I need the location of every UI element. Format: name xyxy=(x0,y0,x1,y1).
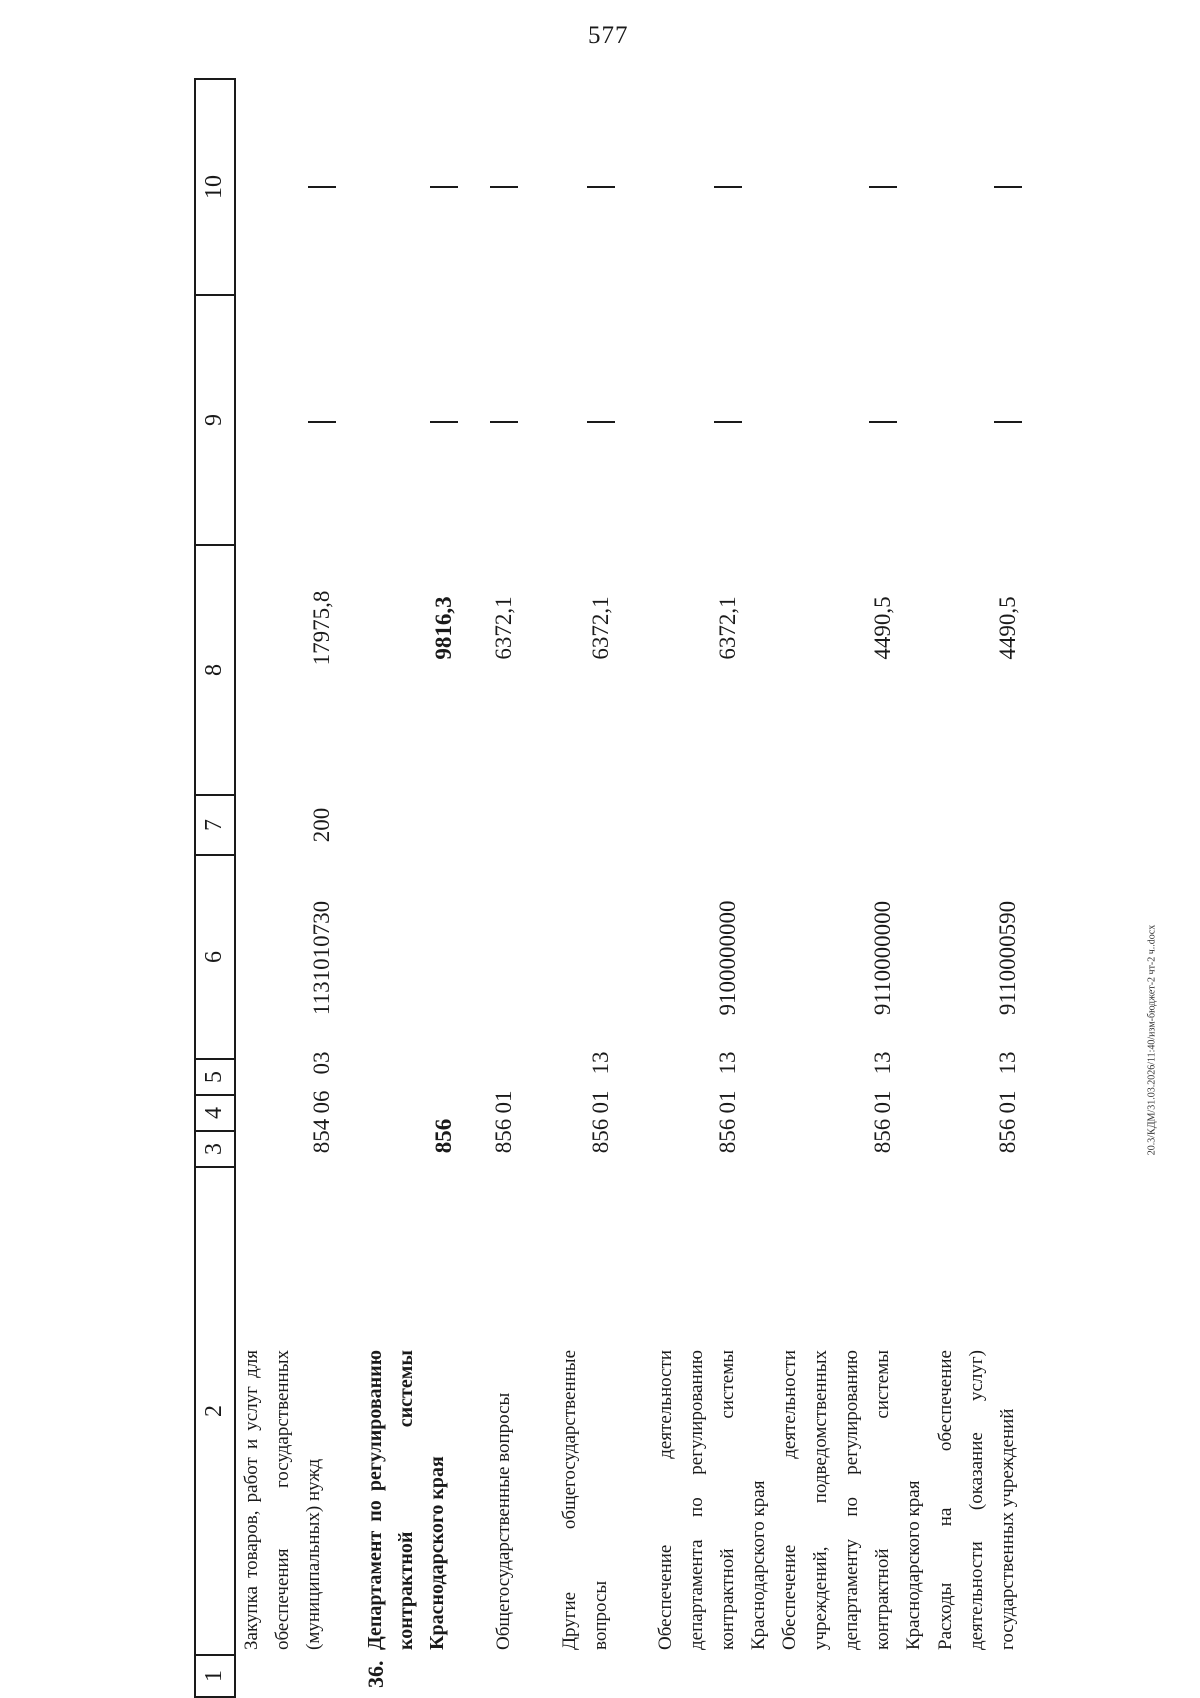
section-number: 36. xyxy=(363,1660,388,1688)
empty-cell-dash xyxy=(869,186,897,188)
row-cell-3: 856 xyxy=(431,1118,456,1154)
row-cell-3: 856 xyxy=(715,1118,740,1154)
col-header-8: 8 xyxy=(201,664,227,676)
row-cell-4: 01 xyxy=(870,1090,895,1114)
row-cell-7: 200 xyxy=(309,807,334,843)
col-header-1: 1 xyxy=(201,1670,227,1682)
row-description: Общегосударственные вопросы xyxy=(493,1392,514,1650)
row-description: Расходы на обеспечение деятельности (оказание услуг) государственных учреждений xyxy=(935,1350,1018,1650)
empty-cell-dash xyxy=(714,186,742,188)
page-number: 577 xyxy=(588,22,629,49)
empty-cell-dash xyxy=(994,421,1022,423)
row-cell-8: 6372,1 xyxy=(491,596,516,660)
empty-cell-dash xyxy=(490,421,518,423)
row-cell-4: 01 xyxy=(995,1090,1020,1114)
row-description: Другие общегосударственные вопросы xyxy=(559,1350,611,1650)
col-header-9: 9 xyxy=(201,414,227,426)
table-top-border xyxy=(194,78,196,1698)
empty-cell-dash xyxy=(714,421,742,423)
row-description: Закупка товаров, работ и услуг для обеспечения государственных (муниципальных) нужд xyxy=(241,1350,324,1650)
col-header-2: 2 xyxy=(201,1405,227,1417)
empty-cell-dash xyxy=(308,186,336,188)
row-description: Департамент по регулированию контрактной системы Краснодарского края xyxy=(364,1350,448,1650)
empty-cell-dash xyxy=(430,421,458,423)
row-description: Обеспечение деятельности учреждений, подведомственных департаменту по регулированию контрактной системы Краснодарского края xyxy=(779,1350,924,1650)
row-cell-6: 9110000000 xyxy=(870,900,895,1016)
row-cell-8: 4490,5 xyxy=(995,596,1020,660)
row-cell-6: 1131010730 xyxy=(309,900,334,1016)
row-cell-3: 854 xyxy=(309,1118,334,1154)
row-cell-5: 13 xyxy=(995,1051,1020,1075)
col-header-5: 5 xyxy=(201,1071,227,1083)
col-header-7: 7 xyxy=(201,819,227,831)
row-cell-4: 01 xyxy=(491,1090,516,1114)
col-header-6: 6 xyxy=(201,951,227,963)
col-header-4: 4 xyxy=(201,1107,227,1119)
budget-table xyxy=(194,78,1074,1698)
row-cell-8: 6372,1 xyxy=(715,596,740,660)
row-cell-4: 06 xyxy=(309,1090,334,1114)
row-cell-8: 17975,8 xyxy=(309,590,334,666)
row-cell-5: 13 xyxy=(870,1051,895,1075)
row-cell-3: 856 xyxy=(995,1118,1020,1154)
row-cell-5: 13 xyxy=(715,1051,740,1075)
row-cell-8: 4490,5 xyxy=(870,596,895,660)
row-cell-5: 03 xyxy=(309,1051,334,1075)
row-cell-4: 01 xyxy=(715,1090,740,1114)
empty-cell-dash xyxy=(587,421,615,423)
empty-cell-dash xyxy=(430,186,458,188)
row-cell-4: 01 xyxy=(588,1090,613,1114)
row-cell-5: 13 xyxy=(588,1051,613,1075)
row-description: Обеспечение деятельности департамента по регулированию контрактной системы Краснодарского края xyxy=(655,1350,769,1650)
col-header-3: 3 xyxy=(201,1143,227,1155)
row-cell-3: 856 xyxy=(491,1118,516,1154)
row-cell-3: 856 xyxy=(588,1118,613,1154)
col-header-10: 10 xyxy=(201,175,227,199)
empty-cell-dash xyxy=(587,186,615,188)
document-footer: 20.3/КДМ/31.03.2026/11:40/изм-бюджет-2 чт-2 ч..docx xyxy=(1146,924,1158,1156)
row-cell-6: 9110000590 xyxy=(995,900,1020,1016)
row-cell-8: 6372,1 xyxy=(588,596,613,660)
empty-cell-dash xyxy=(490,186,518,188)
row-cell-3: 856 xyxy=(870,1118,895,1154)
empty-cell-dash xyxy=(994,186,1022,188)
row-cell-8: 9816,3 xyxy=(431,596,456,660)
row-cell-6: 9100000000 xyxy=(715,900,740,1016)
empty-cell-dash xyxy=(308,421,336,423)
empty-cell-dash xyxy=(869,421,897,423)
